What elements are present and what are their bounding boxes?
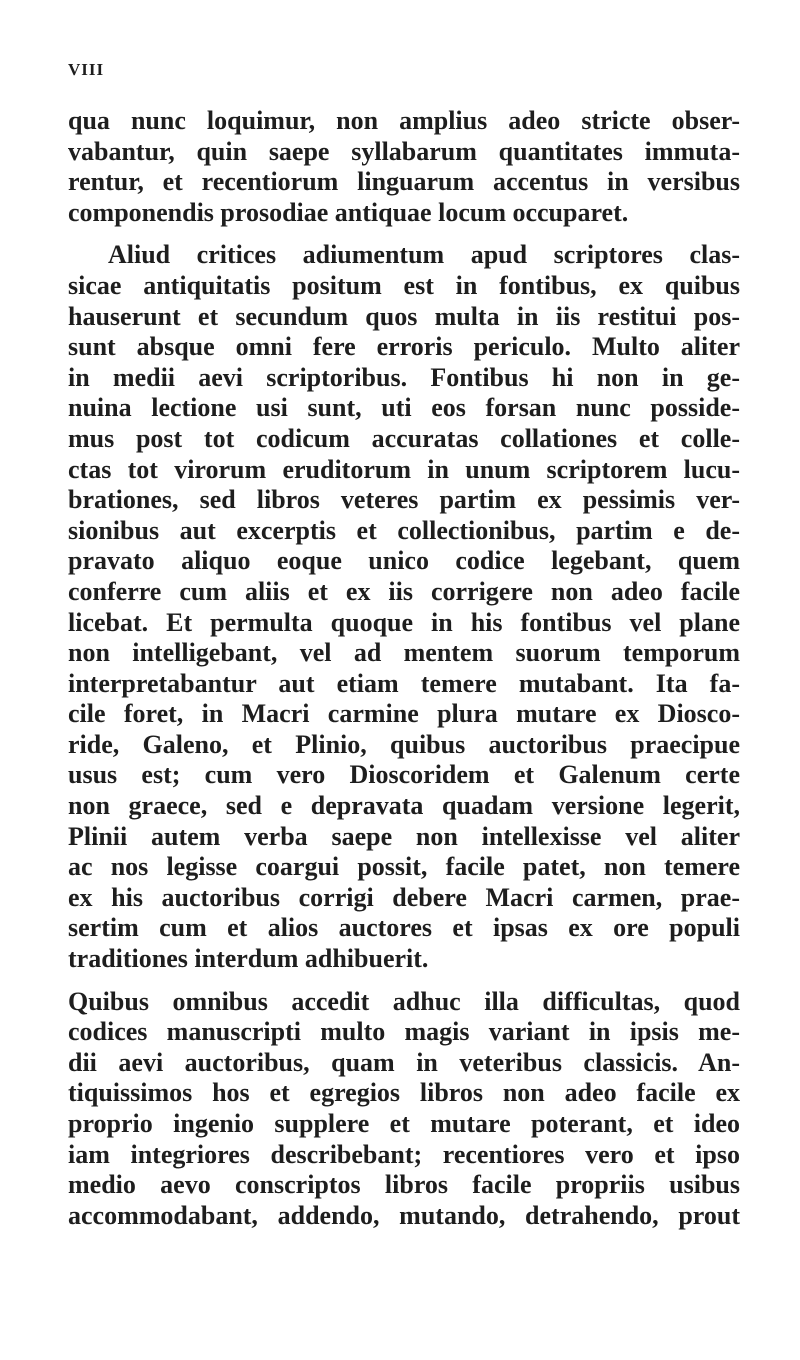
text-line: proprio ingenio supplere et mutare poterant, et ideo bbox=[68, 1109, 740, 1138]
text-line: dii aevi auctoribus, quam in veteribus classicis. An- bbox=[68, 1047, 740, 1077]
text-line: sunt absque omni fere erroris periculo. Multo aliter bbox=[68, 332, 740, 362]
text-line: vabantur, quin saepe syllabarum quantitates immuta- bbox=[68, 136, 740, 166]
paragraph-2 bbox=[68, 240, 740, 974]
paragraph-gap bbox=[68, 975, 740, 987]
text-line: iam integriores describebant; recentiores vero et ipso bbox=[68, 1139, 740, 1169]
text-line: brationes, sed libros veteres partim ex pessimis ver- bbox=[68, 485, 740, 515]
text-line: conferre cum aliis et ex iis corrigere non adeo facile bbox=[68, 576, 740, 606]
paragraph-3 bbox=[68, 987, 740, 1232]
text-line: componendis prosodiae antiquae locum occuparet. bbox=[68, 197, 629, 227]
text-line: codices manuscripti multo magis variant in ipsis me- bbox=[68, 1017, 740, 1047]
text-line: hauserunt et secundum quos multa in iis restitui pos- bbox=[68, 301, 740, 331]
text-line: Quibus omnibus accedit adhuc illa difficultas, quod bbox=[68, 986, 740, 1016]
text-line: ctas tot virorum eruditorum in unum scriptorem lucu- bbox=[68, 454, 740, 484]
text-line: sertim cum et alios auctores et ipsas ex ore populi bbox=[68, 913, 740, 943]
text-line: nuina lectione usi sunt, uti eos forsan nunc posside- bbox=[68, 393, 740, 423]
text-line: licebat. Et permulta quoque in his fontibus vel plane bbox=[68, 607, 740, 637]
paragraph-1 bbox=[68, 106, 740, 228]
text-line: cile foret, in Macri carmine plura mutare ex Diosco- bbox=[68, 699, 740, 729]
text-line: ac nos legisse coargui possit, facile patet, non temere bbox=[68, 852, 740, 882]
text-line: ride, Galeno, et Plinio, quibus auctoribus praecipue bbox=[68, 729, 740, 759]
text-line: Plinii autem verba saepe non intellexisse vel aliter bbox=[68, 821, 740, 851]
text-line: rentur, et recentiorum linguarum accentus in versibus bbox=[68, 167, 740, 197]
paragraph-gap bbox=[68, 228, 740, 240]
text-line: Aliud critices adiumentum apud scriptores clas- bbox=[108, 240, 740, 270]
text-line: mus post tot codicum accuratas collationes et colle- bbox=[68, 423, 740, 453]
text-line: sionibus aut excerptis et collectionibus, partim e de- bbox=[68, 515, 740, 545]
page-number: VIII bbox=[68, 60, 105, 79]
text-line: in medii aevi scriptoribus. Fontibus hi non in ge- bbox=[68, 362, 740, 392]
text-line: traditiones interdum adhibuerit. bbox=[68, 944, 429, 974]
text-line: sicae antiquitatis positum est in fontibus, ex quibus bbox=[68, 270, 740, 300]
text-line: non graece, sed e depravata quadam versione legerit, bbox=[68, 791, 740, 821]
text-line: pravato aliquo eoque unico codice legebant, quem bbox=[68, 546, 740, 576]
text-line: tiquissimos hos et egregios libros non adeo facile ex bbox=[68, 1078, 740, 1108]
text-line: medio aevo conscriptos libros facile propriis usibus bbox=[68, 1170, 740, 1200]
text-line: interpretabantur aut etiam temere mutabant. Ita fa- bbox=[68, 668, 740, 698]
text-line: usus est; cum vero Dioscoridem et Galenum certe bbox=[68, 760, 740, 790]
body-text bbox=[68, 106, 740, 1231]
text-line: ex his auctoribus corrigi debere Macri carmen, prae- bbox=[68, 882, 740, 912]
text-line: accommodabant, addendo, mutando, detrahendo, prout bbox=[68, 1200, 740, 1230]
text-line: qua nunc loquimur, non amplius adeo stricte obser- bbox=[68, 106, 740, 135]
text-line: non intelligebant, vel ad mentem suorum temporum bbox=[68, 638, 740, 668]
